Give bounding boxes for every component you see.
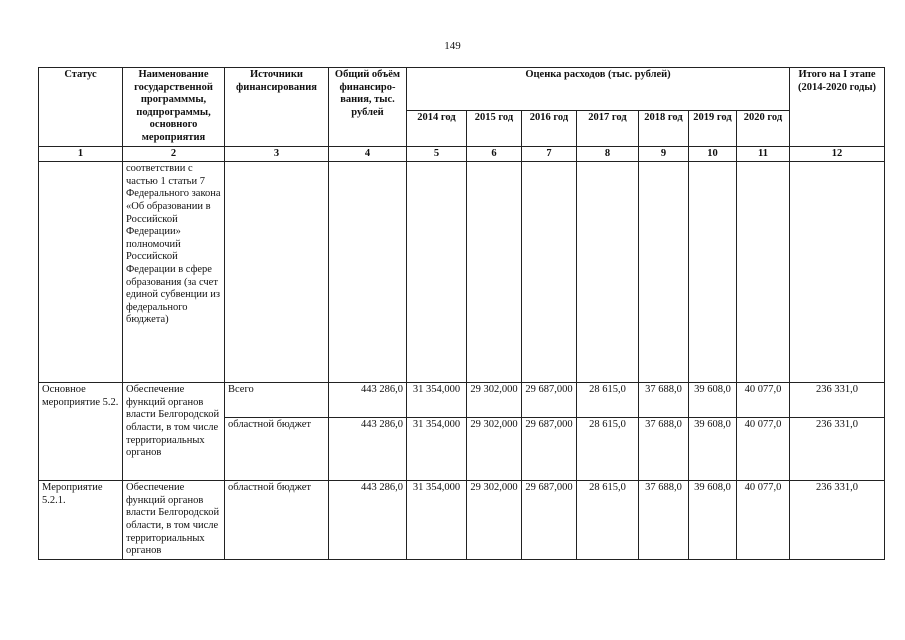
column-number: 5 xyxy=(407,146,467,162)
row-source: областной бюджет xyxy=(225,481,329,560)
header-estimate: Оценка расходов (тыс. рублей) xyxy=(407,68,790,111)
header-name: Наименование государственной программмы, подпрограммы, основного мероприятия xyxy=(123,68,225,147)
row-value: 29 687,000 xyxy=(522,383,577,418)
column-number: 6 xyxy=(467,146,522,162)
column-number: 1 xyxy=(39,146,123,162)
row-value: 39 608,0 xyxy=(689,383,737,418)
row-value: 28 615,0 xyxy=(577,481,639,560)
row-value: 40 077,0 xyxy=(737,418,790,481)
row-status: Мероприятие 5.2.1. xyxy=(39,481,123,560)
row-summary xyxy=(790,162,885,383)
column-number-row xyxy=(39,146,885,162)
table-row xyxy=(39,481,885,560)
row-value xyxy=(577,162,639,383)
header-year: 2014 год xyxy=(407,111,467,147)
row-status: Основное мероприятие 5.2. xyxy=(39,383,123,481)
header-sources: Источники финансирования xyxy=(225,68,329,147)
column-number: 9 xyxy=(639,146,689,162)
header-year: 2019 год xyxy=(689,111,737,147)
column-number: 12 xyxy=(790,146,885,162)
row-value: 37 688,0 xyxy=(639,383,689,418)
row-value xyxy=(467,162,522,383)
row-summary: 236 331,0 xyxy=(790,481,885,560)
column-number: 2 xyxy=(123,146,225,162)
row-source: Всего xyxy=(225,383,329,418)
table-row xyxy=(39,162,885,383)
row-value: 39 608,0 xyxy=(689,481,737,560)
header-total: Общий объём финансиро-вания, тыс. рублей xyxy=(329,68,407,147)
column-number: 4 xyxy=(329,146,407,162)
row-value: 39 608,0 xyxy=(689,418,737,481)
header-summary: Итого на I этапе (2014-2020 годы) xyxy=(790,68,885,147)
row-value: 29 687,000 xyxy=(522,418,577,481)
column-number: 7 xyxy=(522,146,577,162)
row-name: Обеспечение функций органов власти Белгородской области, в том числе территориальных органов xyxy=(123,383,225,481)
row-summary: 236 331,0 xyxy=(790,418,885,481)
row-total xyxy=(329,162,407,383)
row-name: Обеспечение функций органов власти Белгородской области, в том числе территориальных органов xyxy=(123,481,225,560)
row-value xyxy=(639,162,689,383)
row-value: 29 687,000 xyxy=(522,481,577,560)
budget-table xyxy=(38,67,885,560)
row-value xyxy=(689,162,737,383)
row-total: 443 286,0 xyxy=(329,418,407,481)
column-number: 8 xyxy=(577,146,639,162)
row-value: 37 688,0 xyxy=(639,481,689,560)
row-value xyxy=(407,162,467,383)
row-value: 29 302,000 xyxy=(467,418,522,481)
row-name: соответствии с частью 1 статьи 7 Федерального закона «Об образовании в Российской Федерации» полномочий Российской Федерации в сфере образования (за счет единой субвенции из федерального бюджета) xyxy=(123,162,225,383)
row-value: 31 354,000 xyxy=(407,481,467,560)
row-source: областной бюджет xyxy=(225,418,329,481)
header-year: 2015 год xyxy=(467,111,522,147)
row-value: 29 302,000 xyxy=(467,383,522,418)
row-total: 443 286,0 xyxy=(329,383,407,418)
column-number: 11 xyxy=(737,146,790,162)
row-value: 40 077,0 xyxy=(737,383,790,418)
row-value: 28 615,0 xyxy=(577,383,639,418)
row-value: 28 615,0 xyxy=(577,418,639,481)
row-source xyxy=(225,162,329,383)
row-summary: 236 331,0 xyxy=(790,383,885,418)
row-value: 29 302,000 xyxy=(467,481,522,560)
header-year: 2016 год xyxy=(522,111,577,147)
row-value: 31 354,000 xyxy=(407,418,467,481)
page-number: 149 xyxy=(444,40,461,52)
row-value: 40 077,0 xyxy=(737,481,790,560)
row-value xyxy=(522,162,577,383)
column-number: 3 xyxy=(225,146,329,162)
column-number: 10 xyxy=(689,146,737,162)
header-row-top xyxy=(39,68,885,111)
row-total: 443 286,0 xyxy=(329,481,407,560)
header-year: 2017 год xyxy=(577,111,639,147)
row-value xyxy=(737,162,790,383)
row-value: 37 688,0 xyxy=(639,418,689,481)
row-value: 31 354,000 xyxy=(407,383,467,418)
table-row xyxy=(39,383,885,418)
header-year: 2018 год xyxy=(639,111,689,147)
header-status: Статус xyxy=(39,68,123,147)
header-year: 2020 год xyxy=(737,111,790,147)
row-status xyxy=(39,162,123,383)
